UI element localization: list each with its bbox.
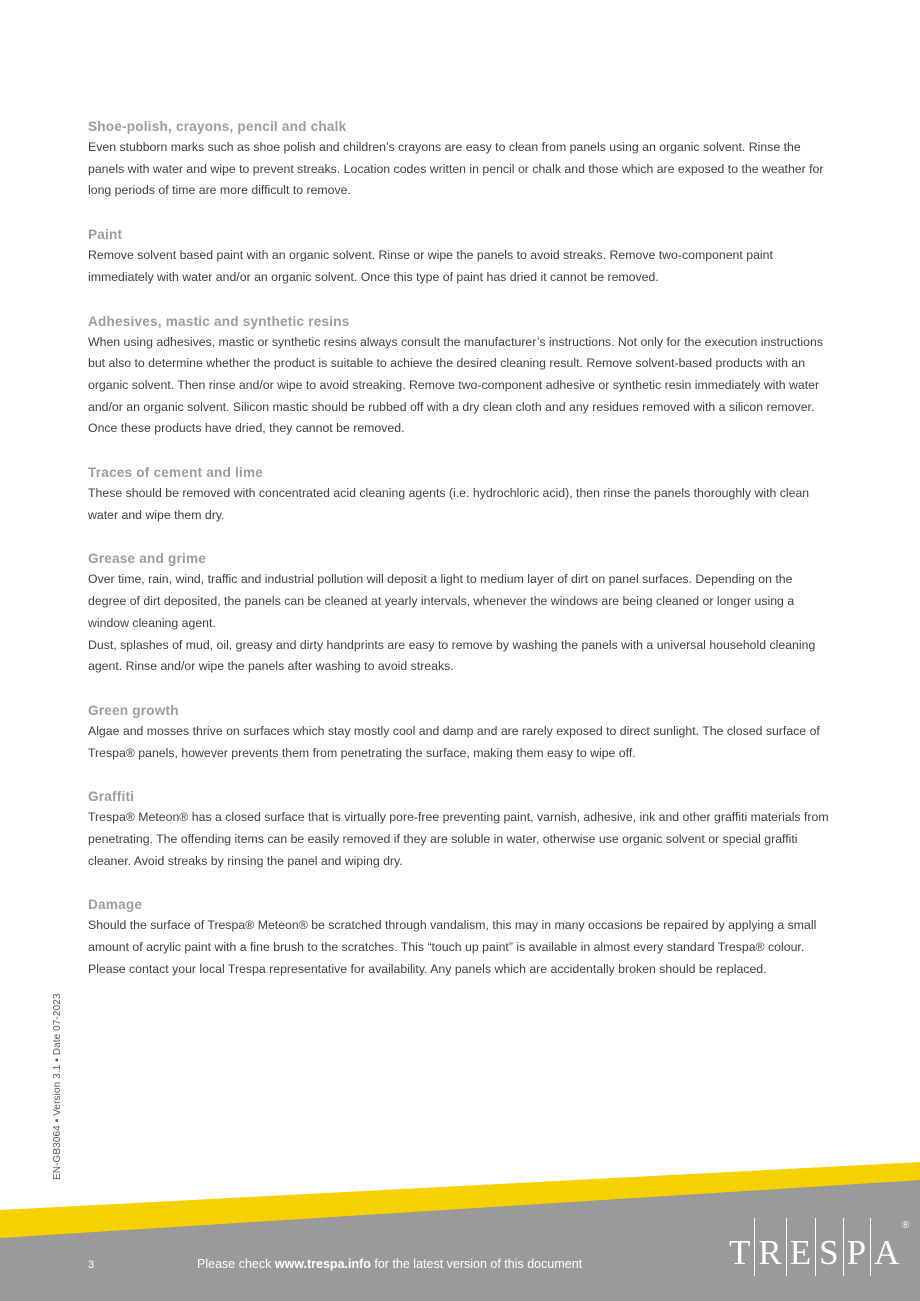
logo-divider — [843, 1218, 844, 1276]
section-paragraph: Even stubborn marks such as shoe polish and children’s crayons are easy to clean from panels using an organic solvent. Rinse the panels with water and wipe to prevent streaks. Location codes written in pencil or chalk and those which are exposed to the weather for long periods of time are more difficult to remove. — [88, 140, 824, 198]
section-heading: Graffiti — [88, 789, 135, 805]
section-heading: Shoe-polish, crayons, pencil and chalk — [88, 119, 347, 134]
section-paragraph: Over time, rain, wind, traffic and industrial pollution will deposit a light to medium layer of dirt on panel surfaces. Depending on the degree of dirt deposited, the panels can be cleaned at yearly intervals, whenever the windows are being cleaned or longer using a window cleaning agent. — [88, 572, 795, 630]
logo-letter-p: P — [846, 1233, 868, 1272]
trespa-logo — [729, 1220, 911, 1272]
page-number: 3 — [88, 1259, 95, 1271]
footer-note-suffix: for the latest version of this document — [370, 1257, 583, 1271]
logo-divider — [815, 1218, 816, 1276]
logo-divider — [870, 1218, 871, 1276]
footer-note-prefix: Please check — [197, 1257, 275, 1271]
footer-note — [197, 1257, 582, 1271]
section-paragraph: Algae and mosses thrive on surfaces which stay mostly cool and damp and are rarely exposed to direct sunlight. The closed surface of Trespa® panels, however prevents them from penetrating the surface, making them easy to wipe off. — [88, 723, 820, 760]
section-heading: Traces of cement and lime — [88, 465, 263, 481]
logo-letter-s: S — [819, 1233, 840, 1272]
document-code-label: EN-GB3064 ▪ Version 3.1 ▪ Date 07-2023 — [52, 993, 63, 1180]
logo-registered-mark: ® — [901, 1220, 911, 1231]
section-paragraph: Trespa® Meteon® has a closed surface that is virtually pore-free preventing paint, varnish, adhesive, ink and other graffiti materials from penetrating. The offending items can be easily removed if they are soluble in water, otherwise use organic solvent or special graffiti cleaner. Avoid streaks by rinsing the panel and wiping dry. — [88, 810, 829, 868]
section-paragraph: Remove solvent based paint with an organic solvent. Rinse or wipe the panels to avoid streaks. Remove two-component paint immediately with water and/or an organic solvent. Once this type of paint has dried it cannot be removed. — [88, 248, 773, 284]
section-paragraph: Dust, splashes of mud, oil, greasy and dirty handprints are easy to remove by washing the panels with a universal household cleaning agent. Rinse and/or wipe the panels after washing to avoid streaks. — [88, 637, 816, 674]
section-heading: Damage — [88, 897, 143, 913]
logo-letter-r: R — [758, 1233, 783, 1272]
logo-divider — [754, 1218, 755, 1276]
section-heading: Adhesives, mastic and synthetic resins — [88, 313, 350, 329]
section-heading: Green growth — [88, 702, 179, 718]
footer-website-link[interactable]: www.trespa.info — [274, 1257, 371, 1271]
logo-letter-e: E — [789, 1233, 813, 1272]
section-heading: Grease and grime — [88, 551, 207, 567]
logo-letter-t: T — [729, 1233, 752, 1272]
section-heading: Paint — [88, 227, 123, 243]
section-paragraph: These should be removed with concentrated acid cleaning agents (i.e. hydrochloric acid), then rinse the panels thoroughly with clean water and wipe them dry. — [88, 486, 810, 522]
section-paragraph: When using adhesives, mastic or synthetic resins always consult the manufacturer’s instructions. Not only for the execution instructions but also to determine whether the product is suitable to achieve the desired cleaning result. Remove solvent-based products with an organic solvent. Then rinse and/or wipe to avoid streaking. Remove two-component adhesive or synthetic resin immediately with water and/or an organic solvent. Silicon mastic should be rubbed off with a dry clean cloth and any residues removed with a silicon remover. Once these products have dried, they cannot be removed. — [88, 334, 823, 436]
section-paragraph: Should the surface of Trespa® Meteon® be scratched through vandalism, this may in many occasions be repaired by applying a small amount of acrylic paint with a fine brush to the scratches. This “touch up paint” is available in almost every standard Trespa® colour. Please contact your local Trespa representative for availability. Any panels which are accidentally broken should be replaced. — [88, 918, 817, 976]
logo-divider — [786, 1218, 787, 1276]
logo-letter-a: A — [874, 1233, 901, 1272]
